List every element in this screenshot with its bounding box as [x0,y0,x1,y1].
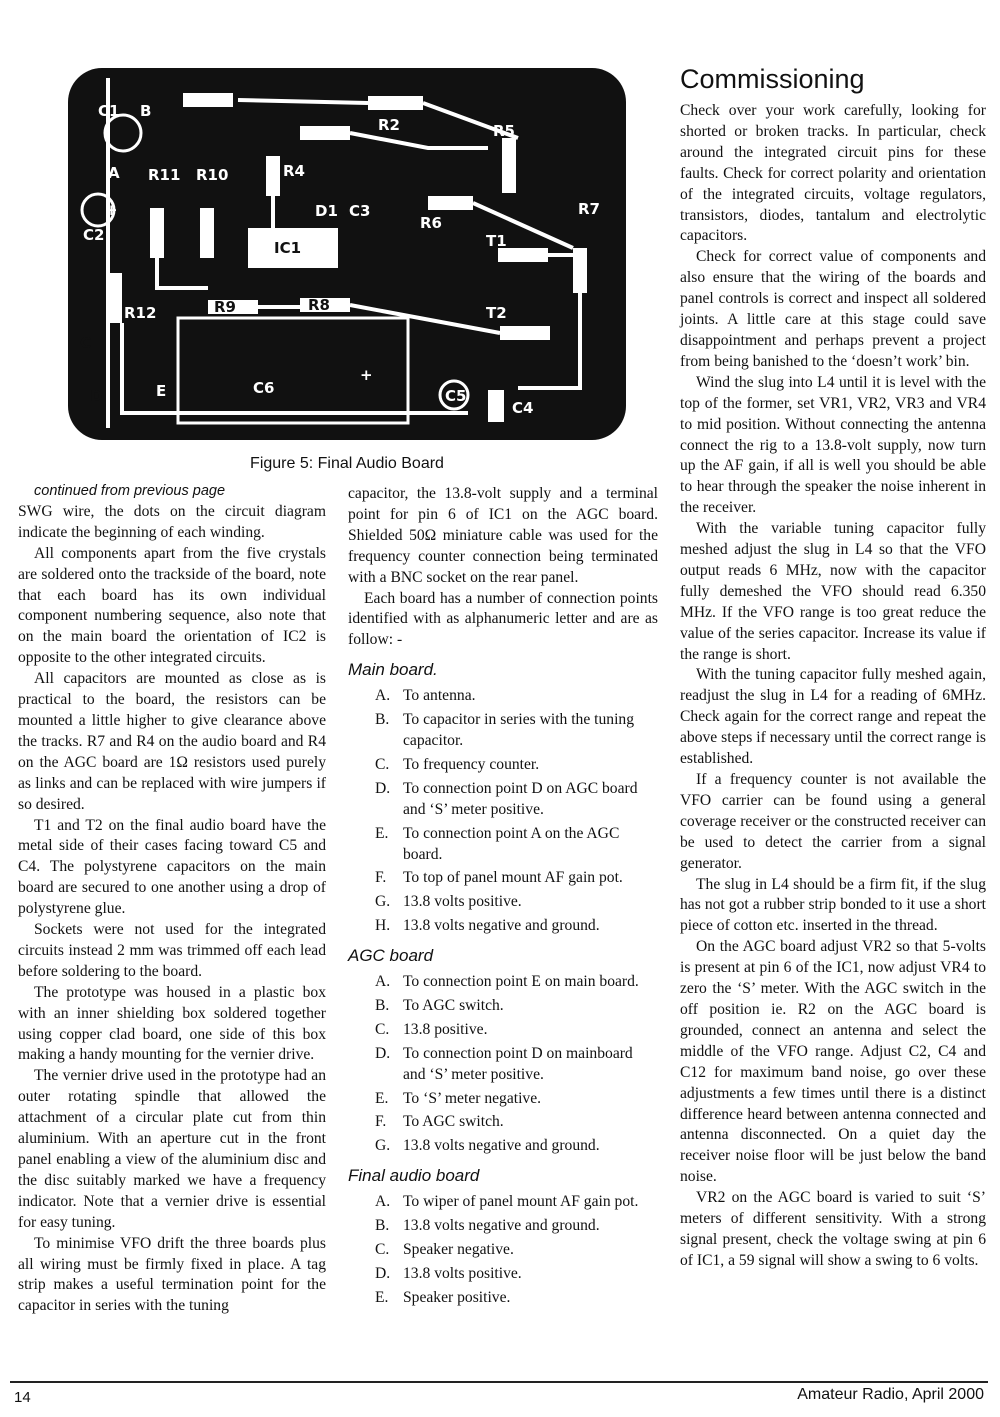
item-letter: G. [375,893,391,911]
item-letter: B. [375,1217,390,1235]
paragraph: All capacitors are mounted as close as is practical to the board, the resistors can be mounted a little higher to give clearance above the tracks. R7 and R4 on the audio board and R4 on the AGC board are 1Ω resistors used purely as links and can be replaced with wire jumpers if so desired. [18,670,326,813]
paragraph: Wind the slug into L4 until it is level with the top of the former, set VR1, VR2, VR3 and VR4 to mid position. Without connecting the antenna connect the rig to a 13.8-volt supply, now turn up the AF gain, if all is well you should be able to hear through the speaker the noise inherent in the receiver. [680,373,986,517]
list-item [348,755,658,776]
paragraph: To minimise VFO drift the three boards plus all wiring must be firmly fixed in place. A tag strip makes a useful termination point for the capacitor in series with the tuning [18,1234,326,1315]
label-d1: D1 [315,202,338,220]
label-r6: R6 [420,214,442,232]
list-item [348,1020,658,1041]
r7-body [573,248,587,293]
r2-body [368,96,423,110]
label-r8: R8 [308,296,330,314]
list-item [348,1264,658,1285]
item-text: To top of panel mount AF gain pot. [403,869,623,887]
paragraph: VR2 on the AGC board is varied to suit ‘S’ meters of different sensitivity. With a strong signal present, check the voltage swing at pin 6 of IC1, a 59 signal will show a swing to 6 volts. [680,1189,986,1269]
item-letter: B. [375,996,390,1014]
item-text: To connection point D on AGC board and ‘S’ meter positive. [403,779,638,818]
list-item [348,1216,658,1237]
item-text: To antenna. [403,687,476,705]
column-3 [680,101,986,1272]
item-letter: H. [375,917,391,935]
list-item [348,892,658,913]
paragraph: capacitor, the 13.8-volt supply and a terminal point for pin 6 of IC1 on the AGC board. Shielded 50Ω miniature cable was used for the frequency counter connection being terminated with a BNC socket on the rear panel. [348,485,658,586]
label-plus: + [105,201,118,219]
item-letter: C. [375,755,390,773]
r4-body [266,156,280,196]
paragraph: On the AGC board adjust VR2 so that 5-volts is present at pin 6 of the IC1, now adjust VR4 to zero the ‘S’ meter. With the AGC switch in the off position ie. R2 on the AGC board is grounded, connect an antenna and select the middle of the VFO range. Adjust C2, C4 and C12 for maximum band noise, go over these adjustments a few times until there is a distinct difference heard between antenna connected and antenna disconnected. On a quiet day the receiver noise floor will be just below the band noise. [680,938,986,1186]
paragraph: Check for correct value of components and also ensure that the wiring of the boards and panel controls is correct and inspect all soldered joints. A little care at this stage could save disappointment and perhaps prevent a project from being banished to the ‘doesn’t work’ bin. [680,248,986,370]
paragraph: Each board has a number of connection points identified with as alphanumeric letter and are as follow: - [348,589,658,649]
column-2 [348,484,658,1312]
list-item [348,868,658,889]
section-title-agc-board: AGC board [348,946,434,966]
r11-body [150,208,164,258]
list-item [348,1192,658,1213]
list-item [348,1044,658,1086]
paragraph: The prototype was housed in a plastic box with an inner shielding box soldered together using copper clad board, one side of this box making a handy mounting for the vernier drive. [18,983,326,1064]
label-c4: C4 [512,399,534,417]
item-letter: D. [375,1044,391,1062]
item-text: Speaker positive. [403,1288,511,1306]
item-letter: A. [375,1193,391,1211]
label-b: B [140,102,152,120]
label-r2: R2 [378,116,400,134]
figure-caption: Figure 5: Final Audio Board [250,455,444,472]
label-c6: C6 [253,379,275,397]
continued-note: continued from previous page [34,483,226,499]
t1-body [498,248,548,262]
item-letter: C. [375,1020,390,1038]
label-e: E [156,382,167,400]
item-text: Speaker negative. [403,1241,514,1258]
list-item [348,779,658,821]
list-item [348,1240,658,1261]
paragraph: With the variable tuning capacitor fully meshed adjust the slug in L4 so that the VFO output reads 6 MHz, now with the capacitor fully demeshed the VFO should read 6.350 MHz. If the VFO range is too great reduce the value of the series capacitor. Increase its value if the range is short. [680,520,986,663]
label-r12: R12 [124,304,157,322]
label-ic1: IC1 [274,239,302,257]
label-t2: T2 [486,304,507,322]
item-text: To connection point D on mainboard and ‘S’ meter positive. [403,1044,633,1083]
paragraph: T1 and T2 on the final audio board have the metal side of their cases facing toward C5 and C4. The polystyrene capacitors on the main board are secured to one another using a drop of polystyrene glue. [18,816,326,918]
r6-body [428,196,473,210]
item-letter: F. [375,869,387,887]
item-letter: G. [375,1137,391,1155]
main-board-list [348,686,658,937]
item-text: To AGC switch. [403,996,504,1014]
item-text: To wiper of panel mount AF gain pot. [403,1193,639,1211]
label-r1: R1 [198,91,220,109]
r5-body [502,138,516,193]
list-item [348,1288,658,1309]
item-text: To capacitor in series with the tuning capacitor. [403,711,635,749]
list-item [348,710,658,752]
label-c2: C2 [83,226,105,244]
item-text: 13.8 volts negative and ground. [403,917,600,935]
label-a: A [108,164,120,182]
item-text: 13.8 volts positive. [403,893,522,911]
list-item [348,916,658,937]
final-audio-board-list [348,1192,658,1309]
item-text: To ‘S’ meter negative. [403,1089,542,1107]
circuit-board-figure [68,68,626,440]
paragraph: Check over your work carefully, looking for shorted or broken tracks. In particular, check around the integrated circuit pins for these faults. Check for correct polarity and orientation of the integrated circuits, voltage regulators, transistors, diodes, tantalum and electrolytic capacitors. [680,102,986,245]
c4-body [488,390,504,422]
page-number: 14 [14,1389,31,1406]
item-text: To frequency counter. [403,755,540,773]
r12-body [108,273,122,323]
item-letter: E. [375,824,389,842]
item-text: 13.8 volts negative and ground. [403,1217,600,1235]
item-letter: F. [375,1113,387,1131]
section-heading-commissioning: Commissioning [680,64,865,94]
item-letter: D. [375,779,391,797]
label-r4: R4 [283,162,305,180]
magazine-name: Amateur Radio, April 2000 [797,1386,984,1403]
section-title-main-board: Main board. [348,660,438,680]
label-c: C [80,334,92,352]
paragraph: If a frequency counter is not available the VFO carrier can be found using a general coverage receiver or the constructed receiver can be used to detect the carrier from a signal generator. [680,771,986,872]
label-c1: C1 [98,102,120,120]
item-letter: E. [375,1288,389,1306]
item-text: 13.8 volts positive. [403,1264,522,1282]
label-r10: R10 [196,166,229,184]
list-item [348,1112,658,1133]
label-r5: R5 [493,122,515,140]
item-letter: A. [375,973,391,991]
list-item [348,972,658,993]
section-title-final-audio-board: Final audio board [348,1166,480,1186]
list-item [348,1136,658,1157]
item-text: 13.8 positive. [403,1020,488,1038]
list-item [348,686,658,707]
label-r7: R7 [578,200,600,218]
label-r11: R11 [148,166,181,184]
item-text: To connection point A on the AGC board. [403,824,620,863]
paragraph: Sockets were not used for the integrated circuits instead 2 mm was trimmed off each lead before soldering to the board. [18,921,326,980]
label-c5: C5 [445,387,467,405]
paragraph: With the tuning capacitor fully meshed again, readjust the slug in L4 for a reading of 6MHz. Check again for the correct range and repeat the above steps if necessary until the correct range is established. [680,666,986,768]
list-item [348,1089,658,1110]
label-c3: C3 [349,202,371,220]
paragraph: SWG wire, the dots on the circuit diagram indicate the beginning of each winding. [18,502,326,541]
label-r3: R3 [308,124,330,142]
item-text: To connection point E on main board. [403,973,639,991]
label-d: D [90,387,103,405]
paragraph: The vernier drive used in the prototype had an outer rotating spindle that allowed the attachment of a circular plate cut from thin aluminium. With an aperture cut in the front panel enabling a view of the aluminium disc and the disc suitably marked we have a frequency indicator. Note that a vernier drive is essential for easy tuning. [18,1067,326,1231]
label-plus2: + [360,366,373,384]
list-item [348,824,658,866]
list-item [348,996,658,1017]
agc-board-list [348,972,658,1157]
paragraph: The slug in L4 should be a firm fit, if the slug has not got a rubber strip bonded to it use a short piece of cotton etc. inserted in the thread. [680,875,986,935]
t2-body [500,326,550,340]
item-letter: C. [375,1241,390,1258]
r10-body [200,208,214,258]
item-letter: D. [375,1264,391,1282]
item-text: To AGC switch. [403,1113,504,1131]
item-letter: A. [375,687,391,705]
footer-rule [10,1381,988,1383]
item-letter: E. [375,1089,389,1107]
column-1 [18,481,326,1317]
paragraph: All components apart from the five crystals are soldered onto the trackside of the board, note that each board has its own individual component numbering sequence, also note that on the main board the orientation of IC2 is opposite to the other integrated circuits. [18,544,326,667]
item-letter: B. [375,711,390,729]
label-r9: R9 [214,298,236,316]
item-text: 13.8 volts negative and ground. [403,1137,600,1155]
label-t1: T1 [486,232,507,250]
